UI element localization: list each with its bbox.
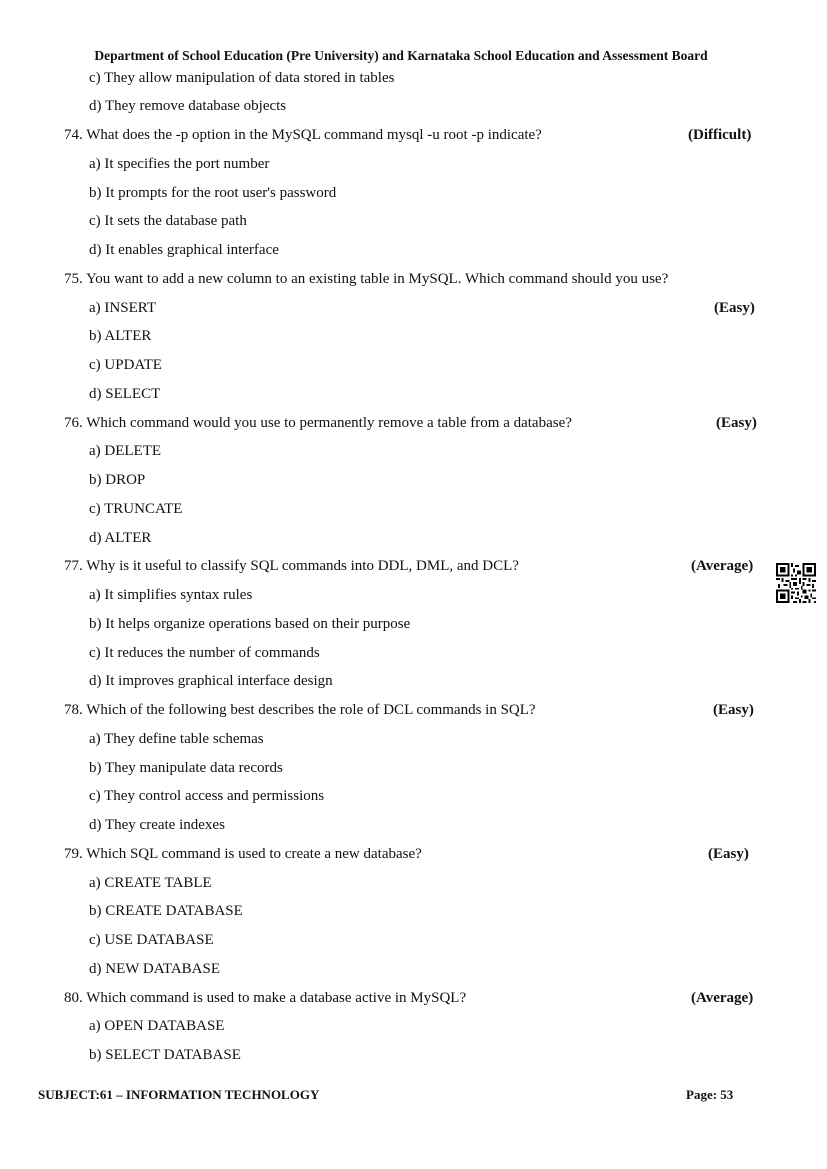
option: c) USE DATABASE bbox=[89, 932, 214, 948]
option: c) They allow manipulation of data stored in tables bbox=[89, 70, 395, 86]
difficulty-77: (Average) bbox=[691, 558, 754, 574]
question-75: 75. You want to add a new column to an existing table in MySQL. Which command should you use? bbox=[64, 271, 669, 287]
option: d) It enables graphical interface bbox=[89, 242, 279, 258]
question-80: 80. Which command is used to make a database active in MySQL? bbox=[64, 990, 467, 1006]
option: c) UPDATE bbox=[89, 357, 162, 373]
option: d) SELECT bbox=[89, 386, 161, 402]
footer-subject: SUBJECT:61 – INFORMATION TECHNOLOGY bbox=[38, 1087, 320, 1102]
option: c) It sets the database path bbox=[89, 213, 247, 229]
option: b) CREATE DATABASE bbox=[89, 903, 243, 919]
option: b) It helps organize operations based on their purpose bbox=[89, 616, 411, 632]
option: b) ALTER bbox=[89, 328, 152, 344]
option: c) TRUNCATE bbox=[89, 501, 183, 517]
option: a) INSERT bbox=[89, 300, 157, 316]
question-76: 76. Which command would you use to permanently remove a table from a database? bbox=[64, 415, 572, 431]
qr-code-icon bbox=[776, 563, 816, 603]
difficulty-78: (Easy) bbox=[713, 702, 754, 718]
option: a) They define table schemas bbox=[89, 731, 264, 747]
option: a) CREATE TABLE bbox=[89, 875, 212, 891]
option: b) SELECT DATABASE bbox=[89, 1047, 241, 1063]
option: d) They create indexes bbox=[89, 817, 225, 833]
option: d) ALTER bbox=[89, 530, 152, 546]
option: c) It reduces the number of commands bbox=[89, 645, 320, 661]
option: d) They remove database objects bbox=[89, 98, 287, 114]
page-header: Department of School Education (Pre University) and Karnataka School Education and Assessment Board bbox=[94, 48, 708, 63]
question-79: 79. Which SQL command is used to create a new database? bbox=[64, 846, 422, 862]
question-74: 74. What does the -p option in the MySQL command mysql -u root -p indicate? bbox=[64, 127, 542, 143]
option: a) DELETE bbox=[89, 443, 162, 459]
difficulty-79: (Easy) bbox=[708, 846, 749, 862]
option: b) They manipulate data records bbox=[89, 760, 283, 776]
difficulty-75: (Easy) bbox=[714, 300, 755, 316]
footer-page-number: Page: 53 bbox=[686, 1087, 734, 1102]
option: a) It simplifies syntax rules bbox=[89, 587, 253, 603]
difficulty-76: (Easy) bbox=[716, 415, 757, 431]
difficulty-74: (Difficult) bbox=[688, 127, 752, 143]
question-77: 77. Why is it useful to classify SQL commands into DDL, DML, and DCL? bbox=[64, 558, 519, 574]
option: b) DROP bbox=[89, 472, 146, 488]
option: a) It specifies the port number bbox=[89, 156, 270, 172]
option: d) It improves graphical interface design bbox=[89, 673, 333, 689]
option: c) They control access and permissions bbox=[89, 788, 325, 804]
option: a) OPEN DATABASE bbox=[89, 1018, 225, 1034]
option: b) It prompts for the root user's password bbox=[89, 185, 337, 201]
difficulty-80: (Average) bbox=[691, 990, 754, 1006]
option: d) NEW DATABASE bbox=[89, 961, 221, 977]
question-78: 78. Which of the following best describes the role of DCL commands in SQL? bbox=[64, 702, 536, 718]
